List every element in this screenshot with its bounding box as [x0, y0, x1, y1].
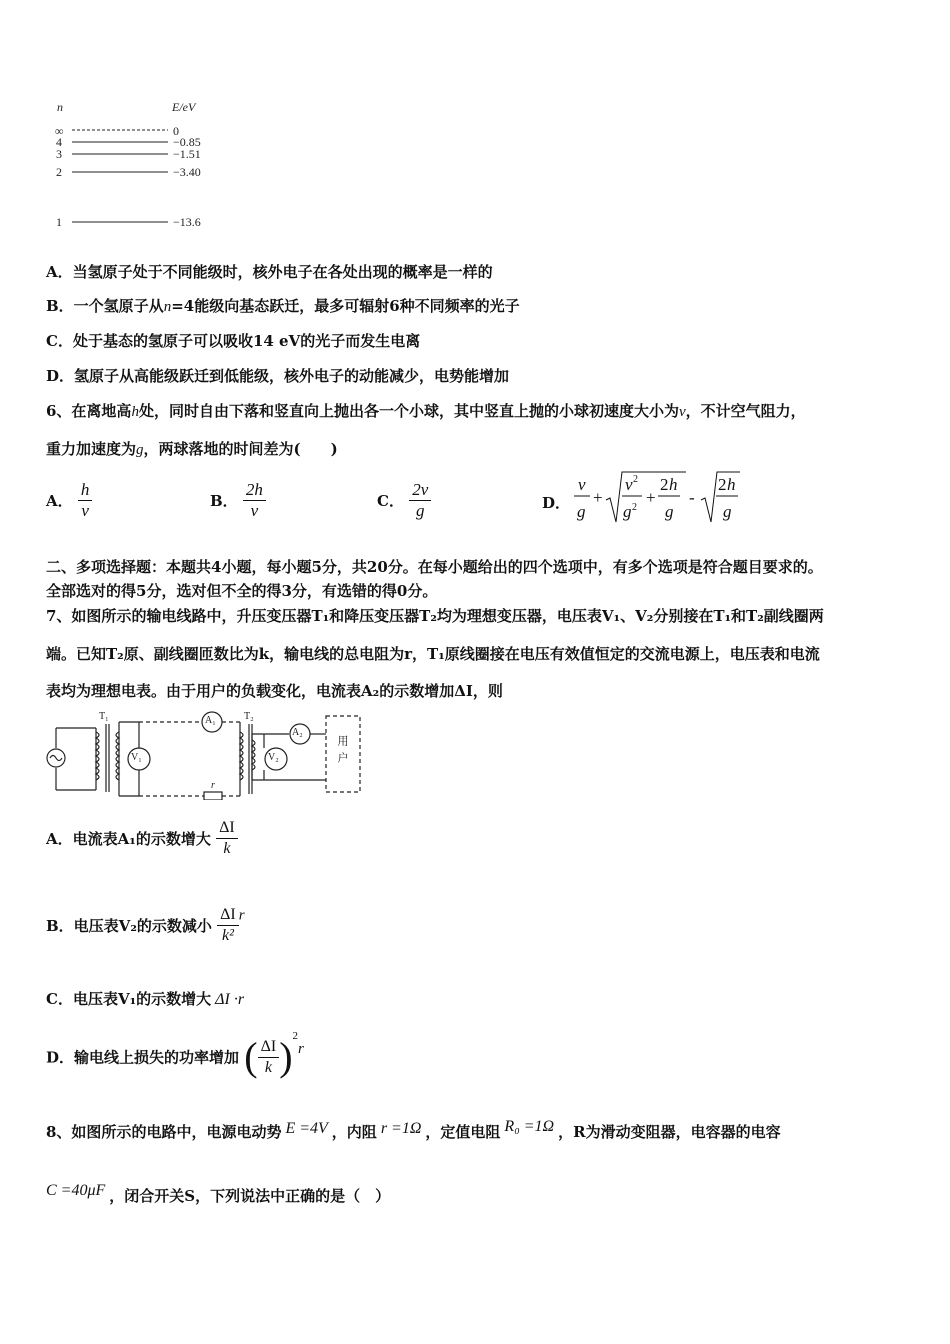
q8-stem-line1: 8、如图所示的电路中，电源电动势 E =4V ，内阻 r =1Ω ，定值电阻 R₀ =1Ω ，R为滑动变阻器，电容器的电容 — [46, 1118, 781, 1141]
level-n: 2 — [56, 165, 62, 179]
svg-text:h: h — [669, 475, 678, 494]
svg-text:-: - — [689, 488, 695, 507]
q7-option-d: D．输电线上损失的功率增加 ( $\frac{\Delta I}{k}$ )$^2$r — [46, 1030, 304, 1079]
svg-text:2: 2 — [633, 474, 638, 485]
level-e: −13.6 — [173, 215, 201, 229]
resistor-r-icon — [204, 792, 222, 800]
level-n: 3 — [56, 147, 62, 161]
formula-plus: + — [593, 488, 603, 507]
q7-option-b: B．电压表V₂的示数减小 $\frac{\Delta I}{\text{k²}}$ r — [46, 906, 245, 944]
q5-option-a: A．当氢原子处于不同能级时，核外电子在各处出现的概率是一样的 — [46, 263, 493, 281]
q6-option-c: C． $\frac{2v}{g}$ — [377, 480, 431, 521]
svg-text:2: 2 — [632, 502, 637, 513]
q6-stem-line1: 6、在离地高h处，同时自由下落和竖直向上抛出各一个小球，其中竖直上抛的小球初速度大小为v，不计空气阻力， — [46, 402, 806, 420]
user-label: 用户 — [336, 735, 348, 769]
q6-option-b: B． $\frac{2h}{v}$ — [210, 480, 266, 521]
v2-label: V₂ — [268, 752, 279, 763]
svg-text:h: h — [727, 475, 736, 494]
fraction: $\frac{2v}{g}$ — [409, 480, 431, 521]
formula-v: v — [578, 475, 586, 494]
level-e: −3.40 — [173, 165, 201, 179]
level-n: 1 — [56, 215, 62, 229]
v1-label: V₁ — [131, 752, 142, 763]
svg-text:2: 2 — [660, 475, 669, 494]
level-n: 4 — [56, 135, 62, 149]
level-e: −1.51 — [173, 147, 201, 161]
q7-stem-line1: 7、如图所示的输电线路中，升压变压器T₁和降压变压器T₂均为理想变压器，电压表V₁、V₂分别接在T₁和T₂副线圈两 — [46, 607, 824, 625]
t1-label: T₁ — [99, 711, 109, 722]
formula-g2: g — [623, 502, 632, 521]
svg-text:g: g — [723, 502, 732, 521]
n-axis-label: n — [57, 100, 63, 114]
q6-option-a: A． $\frac{h}{v}$ — [46, 480, 92, 521]
q6-option-d-label: D． — [542, 494, 571, 512]
q6-option-d-formula — [570, 470, 745, 528]
q7-option-c: C．电压表V₁的示数增大 ΔI ·r — [46, 990, 245, 1008]
section2-header-line2: 全部选对的得5分，选对但不全的得3分，有选错的得0分。 — [46, 582, 438, 600]
q5-option-b: B．一个氢原子从n=4能级向基态跃迁，最多可辐射6种不同频率的光子 — [46, 297, 520, 315]
section2-header-line1: 二、多项选择题：本题共4小题，每小题5分，共20分。在每小题给出的四个选项中，有多个选项是符合题目要求的。 — [46, 558, 823, 576]
level-e: 0 — [173, 124, 179, 138]
level-e: −0.85 — [173, 135, 201, 149]
energy-axis-label: E/eV — [172, 100, 196, 114]
r-label: r — [211, 780, 215, 791]
q6-stem-line2: 重力加速度为g，两球落地的时间差为( ) — [46, 440, 338, 458]
fraction: $\frac{\Delta I}{\text{k²}}$ — [217, 905, 239, 946]
svg-text:g: g — [665, 502, 674, 521]
fraction: $\frac{\Delta I}{k}$ — [216, 818, 238, 859]
formula-v2: v — [625, 475, 633, 494]
q7-stem-line3: 表均为理想电表。由于用户的负载变化，电流表A₂的示数增加ΔI，则 — [46, 682, 503, 700]
fraction: $\frac{\Delta I}{k}$ — [258, 1037, 280, 1078]
svg-text:+: + — [646, 488, 656, 507]
energy-level-lines — [50, 120, 230, 235]
formula-g: g — [577, 502, 586, 521]
a1-label: A₁ — [205, 715, 216, 726]
svg-text:2: 2 — [718, 475, 727, 494]
q7-stem-line2: 端。已知T₂原、副线圈匝数比为k，输电线的总电阻为r，T₁原线圈接在电压有效值恒定的交流电源上，电压表和电流 — [46, 645, 820, 663]
a2-label: A₂ — [292, 727, 303, 738]
level-n: ∞ — [55, 124, 64, 138]
q8-stem-line2: C =40μF ，闭合开关S，下列说法中正确的是（ ） — [46, 1182, 391, 1205]
q5-option-c: C．处于基态的氢原子可以吸收14 eV的光子而发生电离 — [46, 332, 421, 350]
q7-option-a: A．电流表A₁的示数增大 $\frac{\Delta I}{k}$ — [46, 818, 238, 859]
fraction: $\frac{h}{v}$ — [78, 480, 93, 521]
q5-option-d: D．氢原子从高能级跃迁到低能级，核外电子的动能减少，电势能增加 — [46, 367, 510, 385]
fraction: $\frac{2h}{v}$ — [243, 480, 266, 521]
t2-label: T₂ — [244, 711, 254, 722]
